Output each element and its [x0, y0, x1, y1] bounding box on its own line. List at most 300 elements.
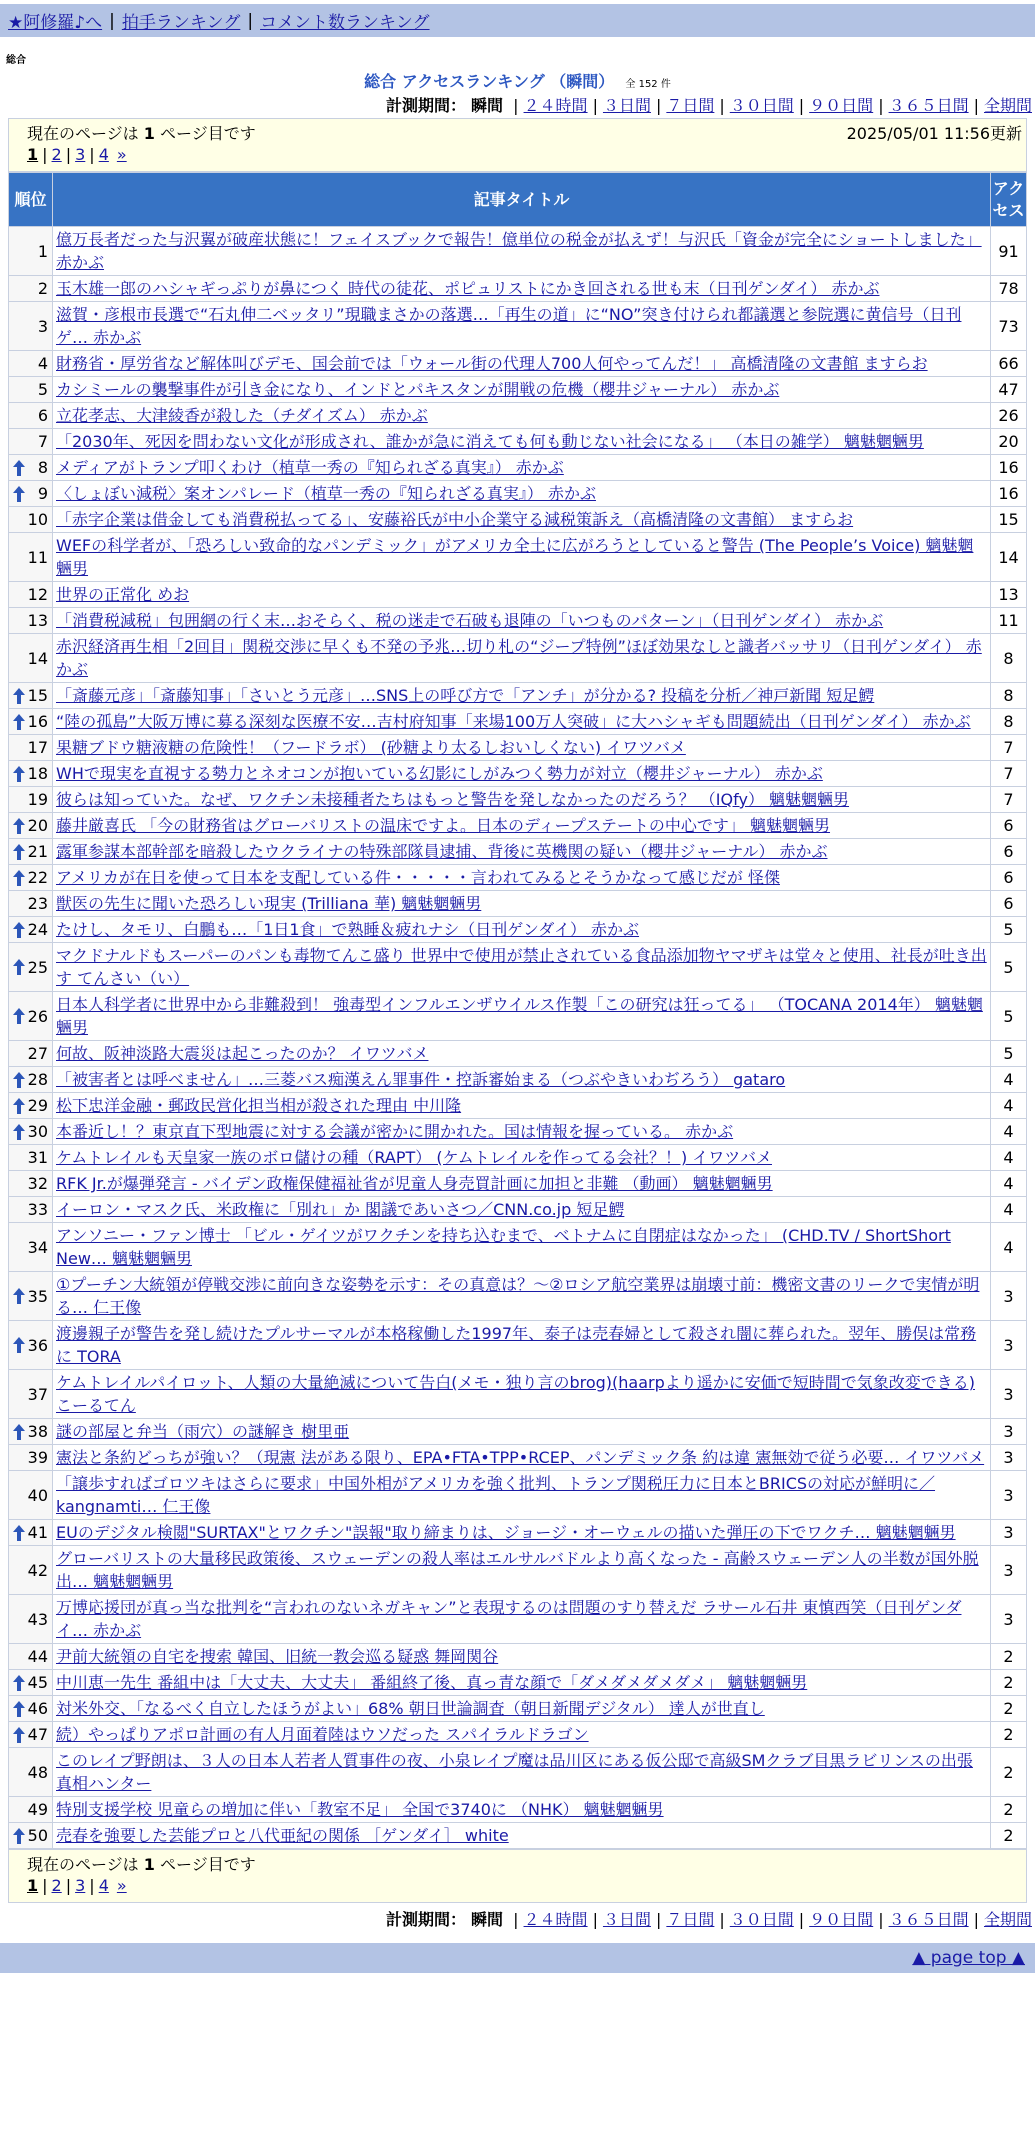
rank-number: 42 — [27, 1560, 48, 1580]
table-row — [9, 1797, 1027, 1823]
article-title-link[interactable]: 尹前大統領の自宅を捜索 韓国、旧統一教会巡る疑惑 舞岡関谷 — [56, 1647, 499, 1666]
page-title: 総合 アクセスランキング （瞬間） — [364, 72, 615, 91]
access-count: 8 — [991, 634, 1027, 683]
period-link[interactable]: ９０日間 — [809, 96, 874, 115]
table-row — [9, 1748, 1027, 1797]
table-row — [9, 276, 1027, 302]
access-count: 20 — [991, 429, 1027, 455]
access-count: 6 — [991, 865, 1027, 891]
article-title-link[interactable]: マクドナルドもスーパーのパンも毒物てんこ盛り 世界中で使用が禁止されている食品添加物ヤマザキは堂々と使用、社長が吐き出す てんさい（い） — [56, 946, 987, 988]
article-title-link[interactable]: 彼らは知っていた。なぜ、ワクチン未接種者たちはもっと警告を発しなかったのだろう？ （IQfy） 魑魅魍魎男 — [56, 790, 850, 809]
rank-up-arrow-icon — [13, 688, 25, 704]
table-row — [9, 481, 1027, 507]
period-link[interactable]: 全期間 — [983, 1910, 1032, 1929]
table-row — [9, 1546, 1027, 1595]
title-cell — [53, 582, 991, 608]
period-link[interactable]: ３日間 — [602, 96, 651, 115]
table-row — [9, 1223, 1027, 1272]
title-cell — [53, 1823, 991, 1849]
table-row — [9, 634, 1027, 683]
rank-header: 順位 — [9, 173, 53, 227]
table-row — [9, 943, 1027, 992]
article-title-link[interactable]: 売春を強要した芸能プロと八代亜紀の関係 ［ゲンダイ］ white — [56, 1826, 509, 1845]
access-count: 3 — [991, 1471, 1027, 1520]
article-title-link[interactable]: 果糖ブドウ糖液糖の危険性！（フードラボ） (砂糖より太るしおいしくない) イワツバメ — [56, 738, 686, 757]
article-title-link[interactable]: 特別支援学校 児童らの増加に伴い「教室不足」 全国で3740に （NHK） 魑魅魍魎男 — [56, 1800, 664, 1819]
period-link[interactable]: ３０日間 — [729, 1910, 794, 1929]
table-row — [9, 839, 1027, 865]
article-title-link[interactable]: WHで現実を直視する勢力とネオコンが抱いている幻影にしがみつく勢力が対立（櫻井ジャーナル） 赤かぶ — [56, 764, 823, 783]
article-title-link[interactable]: ケムトレイルパイロット、人類の大量絶滅について告白(メモ・独り言のbrog)(haarpより遥かに安価で短時間で気象改変できる) こーるてん — [56, 1373, 975, 1415]
title-cell — [53, 1546, 991, 1595]
period-selector-bottom — [0, 1907, 1035, 1929]
title-cell — [53, 992, 991, 1041]
title-cell — [53, 634, 991, 683]
updated-timestamp: 2025/05/01 11:56更新 — [846, 123, 1022, 143]
article-title-link[interactable]: WEFの科学者が、「恐ろしい致命的なパンデミック」がアメリカ全土に広がろうとしていると警告 (The People’s Voice) 魑魅魍魎男 — [56, 536, 974, 578]
article-title-link[interactable]: 「譲歩すればゴロツキはさらに要求」中国外相がアメリカを強く批判、トランプ関税圧力に日本とBRICSの対応が鮮明に／kangnamti… 仁王像 — [56, 1474, 936, 1516]
period-selector-top — [0, 93, 1035, 115]
access-count: 2 — [991, 1644, 1027, 1670]
total-count: 全 152 件 — [625, 79, 671, 90]
table-row — [9, 1093, 1027, 1119]
table-row — [9, 1041, 1027, 1067]
period-link[interactable]: ９０日間 — [809, 1910, 874, 1929]
rank-number: 2 — [37, 279, 48, 298]
table-row — [9, 1696, 1027, 1722]
title-cell — [53, 787, 991, 813]
article-title-link[interactable]: 藤井厳喜氏 「今の財務省はグローバリストの温床ですよ。日本のディープステートの中心です」 魑魅魍魎男 — [56, 816, 831, 835]
table-row — [9, 227, 1027, 276]
access-count: 6 — [991, 839, 1027, 865]
rank-number: 22 — [27, 868, 48, 887]
rank-cell — [9, 891, 53, 917]
period-separator: | — [973, 96, 979, 115]
rank-cell — [9, 1093, 53, 1119]
article-title-link[interactable]: 対米外交、「なるべく自立したほうがよい」68% 朝日世論調査（朝日新聞デジタル） 達人が世直し — [56, 1699, 765, 1718]
page-link[interactable]: 2 — [51, 1875, 62, 1895]
article-title-link[interactable]: 渡邊親子が警告を発し続けたプルサーマルが本格稼働した1997年、泰子は売春婦として殺され闇に葬られた。翌年、勝俣は常務に TORA — [56, 1324, 977, 1366]
article-title-link[interactable]: 「2030年、死因を問わない文化が形成され、誰かが急に消えても何も動じない社会になる」 （本日の雑学） 魑魅魍魎男 — [56, 432, 924, 451]
table-row — [9, 1445, 1027, 1471]
period-link[interactable]: ３６５日間 — [888, 1910, 969, 1929]
page-separator: | — [65, 1875, 72, 1895]
rank-up-arrow-icon — [13, 1701, 25, 1717]
title-cell — [53, 455, 991, 481]
page-status: 現在のページは 1 ページ目です — [27, 1854, 256, 1874]
access-count: 4 — [991, 1197, 1027, 1223]
title-cell — [53, 1696, 991, 1722]
article-title-link[interactable]: “陸の孤島”大阪万博に募る深刻な医療不安…吉村府知事「来場100万人突破」に大ハシャギも問題続出（日刊ゲンダイ） 赤かぶ — [56, 712, 971, 731]
rank-number: 26 — [27, 1006, 48, 1026]
rank-number: 24 — [27, 920, 48, 939]
title-cell — [53, 1067, 991, 1093]
access-count: 5 — [991, 943, 1027, 992]
rank-up-arrow-icon — [13, 714, 25, 730]
rank-cell — [9, 403, 53, 429]
rank-number: 14 — [27, 648, 48, 668]
rank-cell — [9, 302, 53, 351]
rank-number: 29 — [27, 1096, 48, 1115]
article-title-link[interactable]: 〈しょぼい減税〉案オンパレード（植草一秀の『知られざる真実』） 赤かぶ — [56, 484, 596, 503]
article-title-link[interactable]: 赤沢経済再生相「2回目」関税交渉に早くも不発の予兆…切り札の“ジープ特例”ほぼ効果なしと識者バッサリ（日刊ゲンダイ） 赤かぶ — [56, 637, 982, 679]
article-title-link[interactable]: メディアがトランプ叩くわけ（植草一秀の『知られざる真実』） 赤かぶ — [56, 458, 564, 477]
rank-cell — [9, 839, 53, 865]
access-count: 2 — [991, 1696, 1027, 1722]
article-title-link[interactable]: たけし、タモリ、白鵬も…「1日1食」で熟睡＆疲れナシ（日刊ゲンダイ） 赤かぶ — [56, 920, 640, 939]
article-title-link[interactable]: 万博応援団が真っ当な批判を“言われのないネガキャン”と表現するのは問題のすり替えだ ラサール石井 東慎西笑（日刊ゲンダイ… 赤かぶ — [56, 1598, 962, 1640]
clap-ranking-link[interactable]: 拍手ランキング — [121, 13, 241, 33]
nav-separator: | — [247, 10, 254, 31]
table-row — [9, 865, 1027, 891]
access-count: 13 — [991, 582, 1027, 608]
period-label: 計測期間： — [385, 96, 466, 115]
rank-number: 12 — [27, 585, 48, 604]
rank-up-arrow-icon — [13, 818, 25, 834]
access-count: 4 — [991, 1171, 1027, 1197]
rank-cell — [9, 1471, 53, 1520]
page-separator: | — [42, 144, 48, 164]
rank-up-arrow-icon — [13, 1525, 25, 1541]
rank-cell — [9, 1067, 53, 1093]
period-separator: | — [513, 96, 519, 115]
article-title-link[interactable]: EUのデジタル検閲"SURTAX"とワクチン"誤報"取り締まりは、ジョージ・オーウェルの描いた弾圧の下でワクチ… 魑魅魍魎男 — [56, 1523, 956, 1542]
page-link[interactable]: 3 — [75, 1875, 86, 1895]
article-title-link[interactable]: アンソニー・ファン博士 「ビル・ゲイツがワクチンを持ち込むまで、ベトナムに自閉症はなかった」 (CHD.TV / ShortShort New… 魑魅魍魎男 — [56, 1226, 951, 1268]
table-row — [9, 709, 1027, 735]
title-header: 記事タイトル — [53, 173, 991, 227]
next-page-link[interactable]: » — [116, 144, 127, 164]
access-count: 11 — [991, 608, 1027, 634]
table-row — [9, 351, 1027, 377]
rank-number: 21 — [27, 842, 48, 861]
table-row — [9, 582, 1027, 608]
table-row — [9, 302, 1027, 351]
rank-up-arrow-icon — [13, 460, 25, 476]
rank-cell — [9, 227, 53, 276]
page-top-link[interactable]: ▲ page top ▲ — [912, 1948, 1025, 1968]
table-row — [9, 1272, 1027, 1321]
rank-cell — [9, 1445, 53, 1471]
table-row — [9, 1419, 1027, 1445]
access-count: 3 — [991, 1272, 1027, 1321]
article-title-link[interactable]: 何故、阪神淡路大震災は起こったのか？ イワツバメ — [56, 1044, 429, 1063]
rank-cell — [9, 1145, 53, 1171]
article-title-link[interactable]: 億万長者だった与沢翼が破産状態に！フェイスブックで報告！億単位の税金が払えず！与沢氏「資金が完全にショートしました」 赤かぶ — [56, 230, 982, 272]
article-title-link[interactable]: 謎の部屋と弁当（雨穴）の謎解き 樹里亜 — [56, 1422, 350, 1441]
table-row — [9, 377, 1027, 403]
rank-number: 27 — [27, 1044, 48, 1063]
title-cell — [53, 1797, 991, 1823]
article-title-link[interactable]: 憲法と条約どっちが強い？（現憲 法がある限り、EPA•FTA•TPP•RCEP、パンデミック条 約は違 憲無効で従う必要… イワツバメ — [56, 1448, 985, 1467]
rank-cell — [9, 1823, 53, 1849]
access-count: 3 — [991, 1595, 1027, 1644]
rank-number: 10 — [27, 510, 48, 529]
rank-up-arrow-icon — [13, 959, 25, 975]
rank-cell — [9, 351, 53, 377]
title-cell — [53, 302, 991, 351]
access-count: 7 — [991, 761, 1027, 787]
rank-cell — [9, 943, 53, 992]
rank-cell — [9, 634, 53, 683]
rank-number: 38 — [27, 1422, 48, 1441]
rank-number: 9 — [37, 484, 48, 503]
title-cell — [53, 917, 991, 943]
title-cell — [53, 533, 991, 582]
rank-up-arrow-icon — [13, 486, 25, 502]
title-cell — [53, 1321, 991, 1370]
access-count: 2 — [991, 1748, 1027, 1797]
rank-number: 48 — [27, 1762, 48, 1782]
rank-cell — [9, 507, 53, 533]
period-separator: | — [719, 96, 725, 115]
rank-number: 49 — [27, 1800, 48, 1819]
title-cell — [53, 403, 991, 429]
access-count: 26 — [991, 403, 1027, 429]
rank-number: 17 — [27, 738, 48, 757]
article-title-link[interactable]: 滋賀・彦根市長選で“石丸伸二ベッタリ”現職まさかの落選…「再生の道」に“NO”突き付けられ都議選と参院選に黄信号（日刊ゲ… 赤かぶ — [56, 305, 962, 347]
nav-separator: | — [109, 10, 115, 31]
rank-cell — [9, 481, 53, 507]
rank-number: 30 — [27, 1122, 48, 1141]
article-title-link[interactable]: ①プーチン大統領が停戦交渉に前向きな姿勢を示す：その真意は？～②ロシア航空業界は崩壊寸前：機密文書のリークで実情が明る… 仁王像 — [56, 1275, 980, 1317]
table-row — [9, 992, 1027, 1041]
rank-number: 6 — [37, 406, 48, 425]
title-cell — [53, 276, 991, 302]
article-title-link[interactable]: ケムトレイルも天皇家一族のボロ儲けの種（RAPT） (ケムトレイルを作ってる会社？！) イワツバメ — [56, 1148, 772, 1167]
next-page-link[interactable]: » — [116, 1875, 127, 1895]
period-link[interactable]: ３６５日間 — [888, 96, 969, 115]
rank-cell — [9, 992, 53, 1041]
rank-number: 31 — [27, 1148, 48, 1167]
access-count: 16 — [991, 455, 1027, 481]
title-cell — [53, 1722, 991, 1748]
title-cell — [53, 1171, 991, 1197]
rank-number: 44 — [27, 1647, 48, 1666]
page-heading — [0, 69, 1035, 91]
article-title-link[interactable]: 財務省・厚労省など解体叫びデモ、国会前では「ウォール街の代理人700人何やってんだ！」 高橋清隆の文書館 ますらお — [56, 354, 928, 373]
period-current: 瞬間 — [471, 96, 504, 115]
table-row — [9, 787, 1027, 813]
access-count: 7 — [991, 787, 1027, 813]
table-row — [9, 917, 1027, 943]
table-row — [9, 1644, 1027, 1670]
access-count: 4 — [991, 1145, 1027, 1171]
period-separator: | — [798, 1910, 805, 1929]
period-separator: | — [513, 1910, 519, 1929]
table-row — [9, 1067, 1027, 1093]
article-title-link[interactable]: グローバリストの大量移民政策後、スウェーデンの殺人率はエルサルバドルより高くなった - 高齢スウェーデン人の半数が国外脱出… 魑魅魍魎男 — [56, 1549, 979, 1591]
title-cell — [53, 1595, 991, 1644]
rank-up-arrow-icon — [13, 1337, 25, 1353]
page-link[interactable]: 4 — [98, 1875, 109, 1895]
title-cell — [53, 735, 991, 761]
period-separator: | — [719, 1910, 725, 1929]
rank-number: 33 — [27, 1200, 48, 1219]
rank-cell — [9, 1419, 53, 1445]
title-cell — [53, 865, 991, 891]
table-row — [9, 1823, 1027, 1849]
rank-number: 43 — [27, 1609, 48, 1629]
rank-up-arrow-icon — [13, 1288, 25, 1304]
access-count: 91 — [991, 227, 1027, 276]
period-link[interactable]: ２４時間 — [523, 96, 588, 115]
table-row — [9, 1145, 1027, 1171]
rank-cell — [9, 1644, 53, 1670]
rank-up-arrow-icon — [13, 1828, 25, 1844]
article-title-link[interactable]: 中川恵一先生 番組中は「大丈夫、大丈夫」 番組終了後、真っ青な顔で「ダメダメダメダメ」 魑魅魍魎男 — [56, 1673, 808, 1692]
article-title-link[interactable]: このレイプ野朗は、３人の日本人若者人質事件の夜、小泉レイプ魔は品川区にある仮公邸で高級SMクラブ目黒ラビリンスの出張 真相ハンター — [56, 1751, 973, 1793]
access-count: 2 — [991, 1722, 1027, 1748]
period-link[interactable]: ３日間 — [602, 1910, 651, 1929]
pager-top — [8, 118, 1027, 172]
rank-cell — [9, 709, 53, 735]
rank-number: 28 — [27, 1070, 48, 1089]
rank-number: 40 — [27, 1485, 48, 1505]
table-row — [9, 1171, 1027, 1197]
current-page-number: 1 — [143, 1854, 155, 1874]
article-title-link[interactable]: 松下忠洋金融・郵政民営化担当相が殺された理由 中川隆 — [56, 1096, 462, 1115]
rank-number: 7 — [37, 432, 48, 451]
period-separator: | — [798, 96, 805, 115]
article-title-link[interactable]: 玉木雄一郎のハシャギっぷりが鼻につく 時代の徒花、ポピュリストにかき回される世も末（日刊ゲンダイ） 赤かぶ — [56, 279, 880, 298]
title-cell — [53, 1748, 991, 1797]
period-link[interactable]: ２４時間 — [523, 1910, 588, 1929]
title-cell — [53, 1471, 991, 1520]
rank-cell — [9, 1546, 53, 1595]
article-title-link[interactable]: 「被害者とは呼べません」…三菱バス痴漢えん罪事件・控訴審始まる（つぶやきいわぢろう） gataro — [56, 1070, 786, 1089]
page-link[interactable]: 4 — [98, 144, 109, 164]
comment-ranking-link[interactable]: コメント数ランキング — [260, 13, 430, 33]
access-count: 3 — [991, 1546, 1027, 1595]
rank-number: 47 — [27, 1725, 48, 1744]
article-title-link[interactable]: RFK Jr.が爆弾発言 - バイデン政権保健福祉省が児童人身売買計画に加担と非難 （動画） 魑魅魍魎男 — [56, 1174, 773, 1193]
table-row — [9, 1119, 1027, 1145]
rank-up-arrow-icon — [13, 1124, 25, 1140]
rank-number: 16 — [27, 712, 48, 731]
page-link[interactable]: 2 — [51, 144, 62, 164]
access-count: 5 — [991, 1041, 1027, 1067]
ranking-table — [8, 172, 1027, 1849]
rank-cell — [9, 429, 53, 455]
rank-number: 36 — [27, 1335, 48, 1355]
page-link[interactable]: 3 — [75, 144, 86, 164]
rank-number: 11 — [27, 547, 48, 567]
rank-cell — [9, 1748, 53, 1797]
rank-cell — [9, 917, 53, 943]
article-title-link[interactable]: 世界の正常化 めお — [56, 585, 190, 604]
rank-cell — [9, 1670, 53, 1696]
table-row — [9, 1595, 1027, 1644]
table-row — [9, 1321, 1027, 1370]
title-cell — [53, 1419, 991, 1445]
access-count: 4 — [991, 1119, 1027, 1145]
rank-cell — [9, 1797, 53, 1823]
article-title-link[interactable]: 日本人科学者に世界中から非難殺到！ 強毒型インフルエンザウイルス作製「この研究は狂ってる」 （TOCANA 2014年） 魑魅魍魎男 — [56, 995, 983, 1037]
table-row — [9, 1670, 1027, 1696]
access-count: 15 — [991, 507, 1027, 533]
access-count: 3 — [991, 1445, 1027, 1471]
rank-number: 15 — [27, 686, 48, 705]
table-row — [9, 735, 1027, 761]
access-count: 2 — [991, 1823, 1027, 1849]
title-cell — [53, 227, 991, 276]
title-cell — [53, 839, 991, 865]
table-row — [9, 429, 1027, 455]
access-count: 4 — [991, 1067, 1027, 1093]
rank-number: 13 — [27, 611, 48, 630]
rank-cell — [9, 1370, 53, 1419]
rank-number: 18 — [27, 764, 48, 783]
rank-number: 4 — [37, 354, 48, 373]
article-title-link[interactable]: 立花孝志、大津綾香が殺した（チダイズム） 赤かぶ — [56, 406, 428, 425]
access-count: 3 — [991, 1321, 1027, 1370]
top-nav-bar — [0, 4, 1035, 37]
article-title-link[interactable]: 獣医の先生に聞いた恐ろしい現実 (Trilliana 華) 魑魅魍魎男 — [56, 894, 482, 913]
rank-cell — [9, 582, 53, 608]
page-separator: | — [89, 144, 95, 164]
title-cell — [53, 1119, 991, 1145]
rank-cell — [9, 865, 53, 891]
period-link[interactable]: ３０日間 — [729, 96, 794, 115]
page-status: 現在のページは 1 ページ目です — [27, 123, 256, 143]
rank-up-arrow-icon — [13, 1675, 25, 1691]
article-title-link[interactable]: カシミールの襲撃事件が引き金になり、インドとパキスタンが開戦の危機（櫻井ジャーナル） 赤かぶ — [56, 380, 780, 399]
period-link[interactable]: 全期間 — [983, 96, 1032, 115]
category-label: 総合 — [6, 55, 26, 66]
table-row — [9, 891, 1027, 917]
table-row — [9, 403, 1027, 429]
page-link: 1 — [27, 144, 39, 164]
article-title-link[interactable]: 「斎藤元彦」「斎藤知事」「さいとう元彦」…SNS上の呼び方で「アンチ」が分かる? 投稿を分析／神戸新聞 短足鰐 — [56, 686, 875, 705]
rank-number: 35 — [27, 1286, 48, 1306]
period-link[interactable]: ７日間 — [666, 96, 715, 115]
table-row — [9, 507, 1027, 533]
period-separator: | — [592, 96, 598, 115]
article-title-link[interactable]: イーロン・マスク氏、米政権に「別れ」か 閣議であいさつ／CNN.co.jp 短足鰐 — [56, 1200, 625, 1219]
article-title-link[interactable]: 「消費税減税」包囲網の行く末…おそらく、税の迷走で石破も退陣の「いつものパターン」（日刊ゲンダイ） 赤かぶ — [56, 611, 884, 630]
page-separator: | — [89, 1875, 95, 1895]
access-count: 4 — [991, 1223, 1027, 1272]
home-link[interactable]: ★阿修羅♪へ — [8, 13, 103, 33]
rank-number: 37 — [27, 1384, 48, 1404]
table-row — [9, 813, 1027, 839]
rank-number: 1 — [37, 241, 48, 261]
rank-cell — [9, 735, 53, 761]
article-title-link[interactable]: 露軍参謀本部幹部を暗殺したウクライナの特殊部隊員逮捕、背後に英機関の疑い（櫻井ジャーナル） 赤かぶ — [56, 842, 828, 861]
rank-cell — [9, 533, 53, 582]
article-title-link[interactable]: アメリカが在日を使って日本を支配している件・・・・・言われてみるとそうかなって感じだが 怪傑 — [56, 868, 780, 887]
title-cell — [53, 1223, 991, 1272]
rank-up-arrow-icon — [13, 1424, 25, 1440]
rank-up-arrow-icon — [13, 1008, 25, 1024]
table-row — [9, 533, 1027, 582]
article-title-link[interactable]: 「赤字企業は借金しても消費税払ってる」、安藤裕氏が中小企業守る減税策訴え（高橋清隆の文書館） ますらお — [56, 510, 854, 529]
rank-number: 46 — [27, 1699, 48, 1718]
rank-cell — [9, 1272, 53, 1321]
title-cell — [53, 507, 991, 533]
table-row — [9, 1197, 1027, 1223]
period-link[interactable]: ７日間 — [666, 1910, 715, 1929]
article-title-link[interactable]: 続）やっぱりアポロ計画の有人月面着陸はウソだった スパイラルドラゴン — [56, 1725, 589, 1744]
title-cell — [53, 1197, 991, 1223]
article-title-link[interactable]: 本番近し！？東京直下型地震に対する会議が密かに開かれた。国は情報を握っている。 赤かぶ — [56, 1122, 734, 1141]
rank-cell — [9, 1041, 53, 1067]
rank-cell — [9, 1722, 53, 1748]
rank-cell — [9, 1171, 53, 1197]
rank-number: 3 — [37, 316, 48, 336]
table-row — [9, 1722, 1027, 1748]
